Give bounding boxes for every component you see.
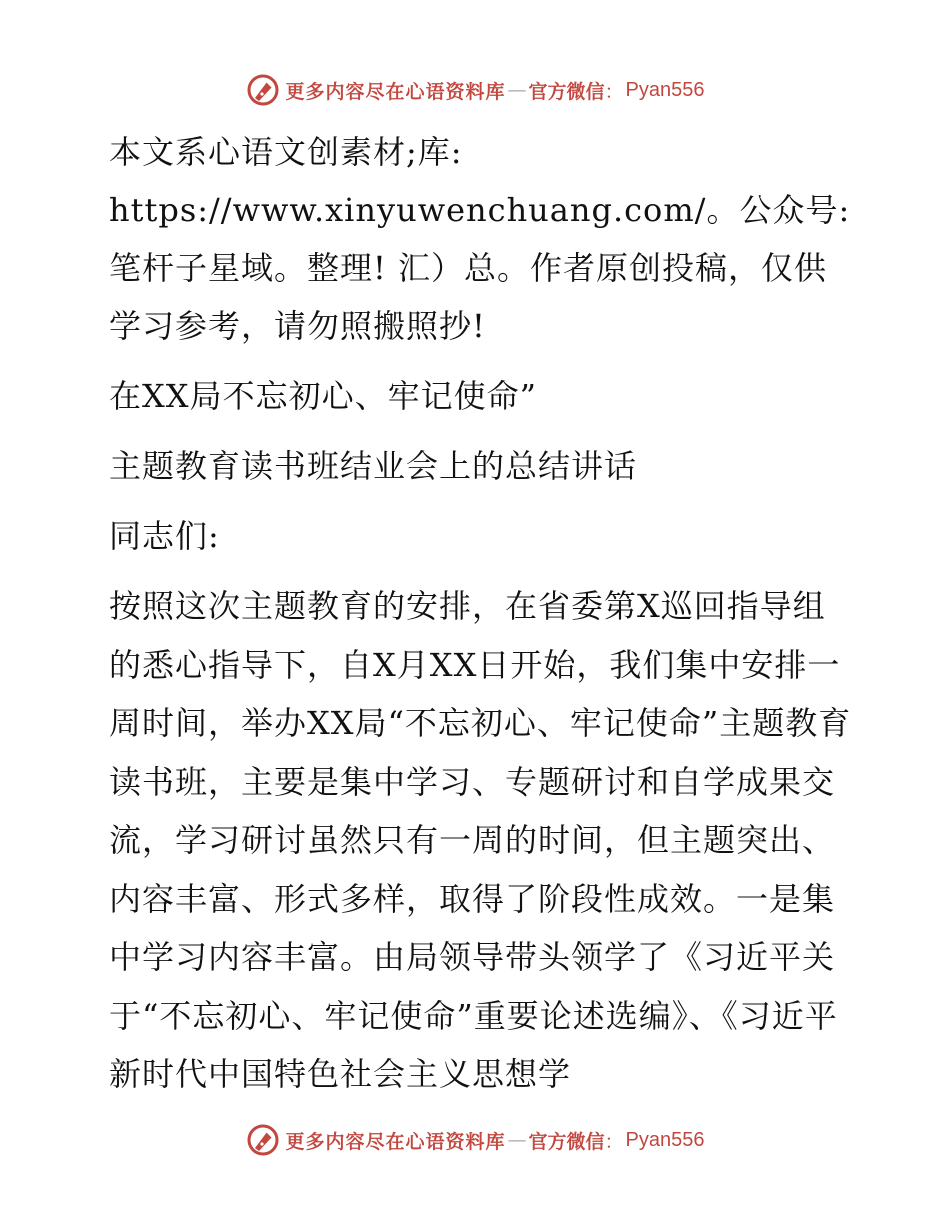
title-line-2: 主题教育读书班结业会上的总结讲话 — [109, 447, 638, 485]
banner-text: 更多内容尽在心语资料库 — [285, 80, 506, 103]
banner-wechat-id: Pyan556 — [625, 1128, 705, 1151]
banner-dash: — — [507, 1129, 527, 1151]
banner-wechat-id: Pyan556 — [625, 78, 705, 101]
pen-nib-logo-icon — [245, 72, 281, 108]
salutation: 同志们: — [109, 517, 220, 555]
banner-wechat-label: 官方微信 — [528, 80, 605, 103]
banner-wechat-label: 官方微信 — [528, 1130, 605, 1153]
pen-nib-logo-icon — [245, 1122, 281, 1158]
title-line-1: 在XX局不忘初心、牢记使命” — [109, 377, 537, 415]
body-paragraph: 按照这次主题教育的安排，在省委第X巡回指导组的悉心指导下，自X月XX日开始，我们集中安排一周时间，举办XX局“不忘初心、牢记使命”主题教育读书班，主要是集中学习、专题研讨和自学成果交流，学习研讨虽然只有一周的时间，但主题突出、内容丰富、形式多样，取得了阶段性成效。一是集中学习内容丰富。由局领导带头领学了《习近平关于“不忘初心、牢记使命”重要论述选编》、《习近平新时代中国特色社会主义思想学 — [109, 587, 852, 1093]
header-banner — [0, 70, 950, 110]
footer-banner — [0, 1120, 950, 1160]
banner-dash: — — [507, 79, 527, 101]
intro-paragraph: 本文系心语文创素材;库: https://www.xinyuwenchuang.com/。公众号: 笔杆子星域。整理! 汇）总。作者原创投稿，仅供学习参考，请勿照搬照抄! — [109, 133, 851, 345]
banner-colon: ： — [604, 1130, 624, 1153]
banner-text: 更多内容尽在心语资料库 — [285, 1130, 506, 1153]
document-body — [97, 123, 857, 1104]
banner-colon: ： — [604, 80, 624, 103]
